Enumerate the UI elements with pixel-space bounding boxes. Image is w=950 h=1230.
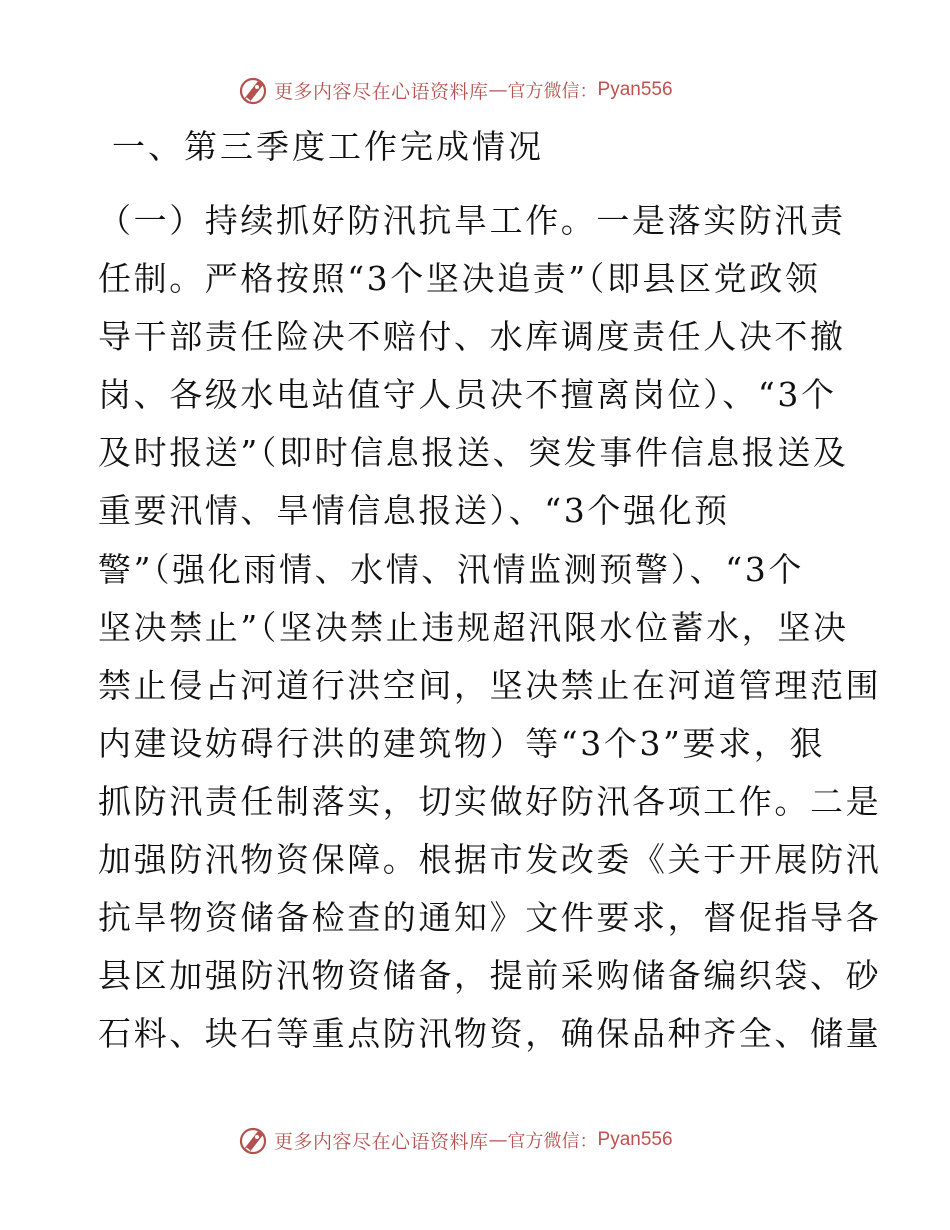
paragraph-line: 岗、各级水电站值守人员决不擅离岗位）、“3个 xyxy=(98,375,837,415)
paragraph-line: 及时报送”（即时信息报送、突发事件信息报送及 xyxy=(98,433,849,473)
paragraph-line: 石料、块石等重点防汛物资，确保品种齐全、储量 xyxy=(98,1014,882,1054)
paragraph-line: 内建设妨碍行洪的建筑物）等“3个3”要求，狠 xyxy=(98,723,825,763)
banner-text: 更多内容尽在心语资料库 xyxy=(274,1130,489,1153)
banner-separator: — xyxy=(488,79,508,101)
paragraph-line: 禁止侵占河道行洪空间，坚决禁止在河道管理范围 xyxy=(98,665,882,705)
header-banner xyxy=(236,72,673,108)
pen-nib-logo-icon xyxy=(236,1123,270,1157)
section-heading: 一、第三季度工作完成情况 xyxy=(112,127,544,166)
paragraph-line: （一）持续抓好防汛抗旱工作。一是落实防汛责 xyxy=(98,201,846,240)
paragraph-line: 重要汛情、旱情信息报送）、“3个强化预 xyxy=(98,491,730,531)
body-paragraph xyxy=(98,192,882,1063)
banner-separator: — xyxy=(488,1129,508,1151)
footer-banner xyxy=(236,1122,673,1158)
banner-wechat-id: Pyan556 xyxy=(597,1129,673,1150)
pen-nib-logo-icon xyxy=(236,73,270,107)
paragraph-line: 坚决禁止”（坚决禁止违规超汛限水位蓄水，坚决 xyxy=(98,607,849,647)
paragraph-line: 任制。严格按照“3个坚决追责”（即县区党政领 xyxy=(98,259,821,299)
paragraph-line: 抓防汛责任制落实，切实做好防汛各项工作。二是 xyxy=(98,781,882,821)
banner-wechat-id: Pyan556 xyxy=(597,79,673,100)
banner-text: 更多内容尽在心语资料库 xyxy=(274,80,489,103)
banner-label: 官方微信： xyxy=(507,81,598,102)
paragraph-line: 导干部责任险决不赔付、水库调度责任人决不撤 xyxy=(98,317,846,357)
banner-label: 官方微信： xyxy=(507,1131,598,1152)
paragraph-line: 县区加强防汛物资储备，提前采购储备编织袋、砂 xyxy=(98,956,882,996)
paragraph-line: 抗旱物资储备检查的通知》文件要求，督促指导各 xyxy=(98,898,882,938)
paragraph-line: 警”（强化雨情、水情、汛情监测预警）、“3个 xyxy=(98,549,804,589)
paragraph-line: 加强防汛物资保障。根据市发改委《关于开展防汛 xyxy=(98,840,882,880)
